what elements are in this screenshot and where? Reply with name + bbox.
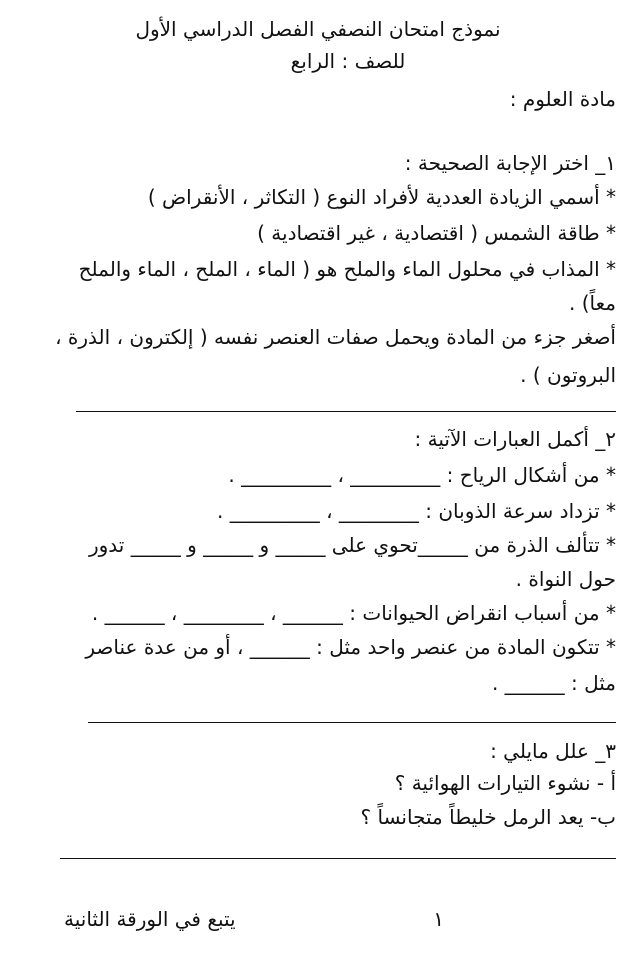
q2-heading: ٢_ أكمل العبارات الآتية : (414, 427, 616, 451)
q3-item-b: ب- يعد الرمل خليطاً متجانساً ؟ (360, 805, 616, 829)
q3-heading: ٣_ علل مايلي : (490, 739, 616, 763)
section-divider (60, 858, 616, 859)
q1-item-3-cont: معاً) . (569, 291, 616, 315)
q1-heading: ١_ اختر الإجابة الصحيحة : (404, 151, 616, 175)
grade-label: للصف : الرابع (290, 49, 406, 73)
q1-item-4: أصغر جزء من المادة ويحمل صفات العنصر نفسه ( إلكترون ، الذرة ، (55, 325, 616, 349)
q2-item-5: * تتكون المادة من عنصر واحد مثل : ______ ، أو من عدة عناصر (85, 635, 616, 659)
q1-item-1: * أسمي الزيادة العددية لأفراد النوع ( التكاثر ، الأنقراض ) (147, 185, 616, 209)
q2-item-5-cont: مثل : ______ . (491, 671, 616, 695)
section-divider (88, 722, 616, 723)
q2-item-3: * تتألف الذرة من _____تحوي على _____ و _____ و _____ تدور (88, 533, 616, 557)
q2-item-3-cont: حول النواة . (515, 567, 616, 591)
q1-item-3: * المذاب في محلول الماء والملح هو ( الماء ، الملح ، الماء والملح (78, 257, 616, 281)
q1-item-2: * طاقة الشمس ( اقتصادية ، غير اقتصادية ) (257, 221, 616, 245)
continue-note: يتبع في الورقة الثانية (64, 907, 236, 931)
q1-item-4-cont: البروتون ) . (520, 363, 616, 387)
q3-item-a: أ - نشوء التيارات الهوائية ؟ (394, 771, 616, 795)
q2-item-4: * من أسباب انقراض الحيوانات : ______ ، ________ ، ______ . (91, 601, 616, 625)
q2-item-1: * من أشكال الرياح : _________ ، _________ . (228, 463, 616, 487)
page-number: ١ (433, 907, 444, 931)
exam-title: نموذج امتحان النصفي الفصل الدراسي الأول (135, 17, 501, 41)
q2-item-2: * تزداد سرعة الذوبان : ________ ، _________ . (217, 499, 616, 523)
subject-label: مادة العلوم : (509, 87, 616, 111)
section-divider (76, 411, 616, 412)
